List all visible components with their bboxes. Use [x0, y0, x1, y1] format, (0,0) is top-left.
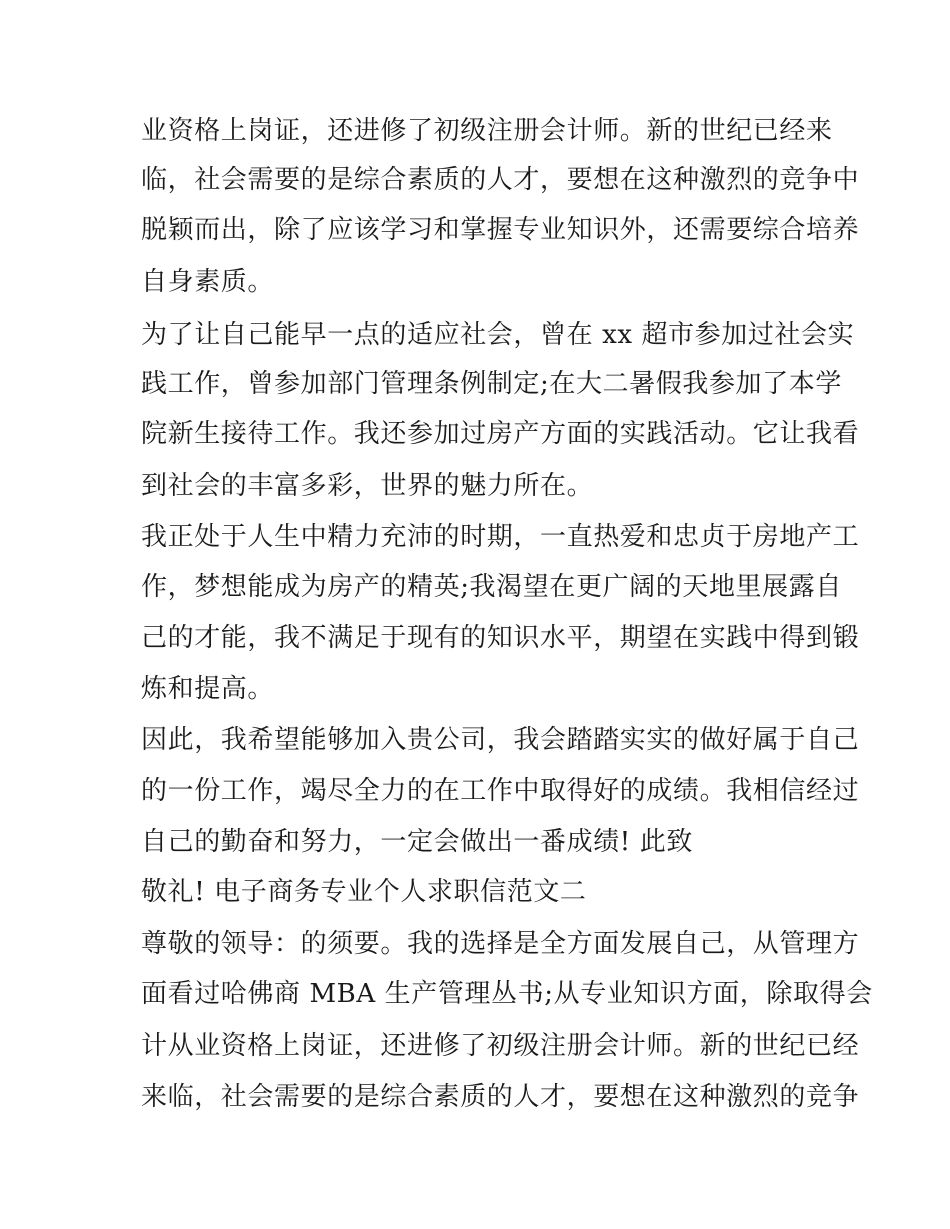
text-line: 因此，我希望能够加入贵公司，我会踏踏实实的做好属于自己 — [141, 725, 860, 755]
text-line: 敬礼! 电子商务专业个人求职信范文二 — [141, 877, 587, 907]
text-line: 尊敬的领导：的须要。我的选择是全方面发展自己，从管理方 — [141, 929, 860, 959]
text-line: 面看过哈佛商 MBA 生产管理丛书;从专业知识方面，除取得会 — [141, 979, 873, 1009]
text-line: 为了让自己能早一点的适应社会，曾在 xx 超市参加过社会实 — [141, 320, 855, 350]
text-line: 来临，社会需要的是综合素质的人才，要想在这种激烈的竞争 — [141, 1082, 860, 1112]
text-line: 自己的勤奋和努力，一定会做出一番成绩! 此致 — [141, 827, 693, 857]
text-line: 践工作，曾参加部门管理条例制定;在大二暑假我参加了本学 — [141, 369, 842, 399]
text-line: 炼和提高。 — [141, 674, 275, 704]
text-line: 院新生接待工作。我还参加过房产方面的实践活动。它让我看 — [141, 419, 860, 449]
text-line: 的一份工作，竭尽全力的在工作中取得好的成绩。我相信经过 — [141, 776, 860, 806]
text-line: 我正处于人生中精力充沛的时期，一直热爱和忠贞于房地产工 — [141, 522, 860, 552]
text-line: 业资格上岗证，还进修了初级注册会计师。新的世纪已经来 — [141, 116, 833, 146]
text-line: 自身素质。 — [141, 267, 275, 297]
text-line: 作，梦想能成为房产的精英;我渴望在更广阔的天地里展露自 — [141, 572, 842, 602]
text-line: 计从业资格上岗证，还进修了初级注册会计师。新的世纪已经 — [141, 1031, 860, 1061]
text-line: 己的才能，我不满足于现有的知识水平，期望在实践中得到锻 — [141, 623, 860, 653]
text-line: 脱颖而出，除了应该学习和掌握专业知识外，还需要综合培养 — [141, 215, 860, 245]
text-line: 到社会的丰富多彩，世界的魅力所在。 — [141, 471, 594, 501]
text-line: 临，社会需要的是综合素质的人才，要想在这种激烈的竞争中 — [141, 165, 860, 195]
